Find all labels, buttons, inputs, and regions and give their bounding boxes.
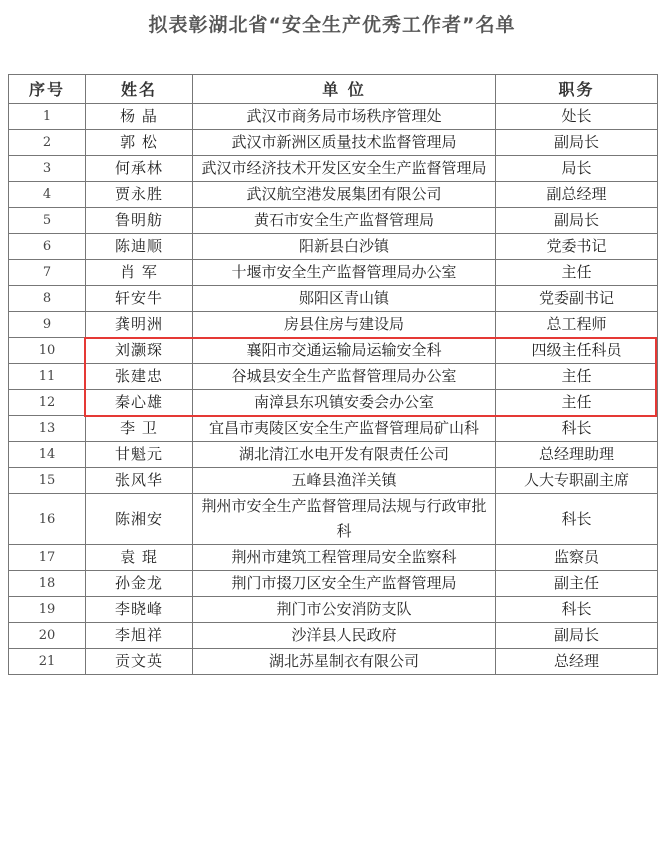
cell-name: 轩安牛 [86,286,193,312]
cell-unit: 十堰市安全生产监督管理局办公室 [193,260,496,286]
cell-unit: 房县住房与建设局 [193,312,496,338]
cell-name: 贾永胜 [86,182,193,208]
cell-unit: 荆门市掇刀区安全生产监督管理局 [193,571,496,597]
header-name: 姓名 [86,75,193,104]
cell-name: 陈迪顺 [86,234,193,260]
cell-name: 袁 琨 [86,545,193,571]
cell-name: 杨 晶 [86,104,193,130]
table-row [9,390,658,416]
cell-name: 张建忠 [86,364,193,390]
cell-post: 党委副书记 [496,286,658,312]
cell-unit: 湖北苏星制衣有限公司 [193,649,496,675]
cell-unit: 武汉市商务局市场秩序管理处 [193,104,496,130]
cell-unit: 荆州市安全生产监督管理局法规与行政审批科 [193,494,496,545]
cell-serial: 3 [9,156,86,182]
table-row [9,623,658,649]
cell-name: 陈湘安 [86,494,193,545]
page-title: 拟表彰湖北省“安全生产优秀工作者”名单 [148,14,516,36]
cell-serial: 17 [9,545,86,571]
cell-serial: 19 [9,597,86,623]
cell-post: 科长 [496,597,658,623]
table-row [9,571,658,597]
cell-serial: 8 [9,286,86,312]
cell-serial: 21 [9,649,86,675]
cell-unit: 荆门市公安消防支队 [193,597,496,623]
table-header-row [9,75,658,104]
cell-name: 贡文英 [86,649,193,675]
cell-unit: 谷城县安全生产监督管理局办公室 [193,364,496,390]
cell-serial: 14 [9,442,86,468]
cell-name: 龚明洲 [86,312,193,338]
cell-name: 肖 军 [86,260,193,286]
cell-serial: 16 [9,494,86,545]
cell-post: 监察员 [496,545,658,571]
table-row [9,468,658,494]
cell-post: 局长 [496,156,658,182]
table-row [9,286,658,312]
cell-post: 科长 [496,416,658,442]
cell-post: 副局长 [496,208,658,234]
roster-table [8,74,658,675]
cell-serial: 1 [9,104,86,130]
cell-post: 副主任 [496,571,658,597]
cell-serial: 11 [9,364,86,390]
table-row [9,545,658,571]
cell-unit: 黄石市安全生产监督管理局 [193,208,496,234]
header-post: 职务 [496,75,658,104]
table-row [9,130,658,156]
table-row [9,260,658,286]
cell-serial: 9 [9,312,86,338]
cell-unit: 阳新县白沙镇 [193,234,496,260]
cell-serial: 20 [9,623,86,649]
cell-post: 党委书记 [496,234,658,260]
cell-unit: 武汉市经济技术开发区安全生产监督管理局 [193,156,496,182]
cell-name: 秦心雄 [86,390,193,416]
cell-name: 孙金龙 [86,571,193,597]
table-row [9,416,658,442]
cell-serial: 13 [9,416,86,442]
cell-unit: 五峰县渔洋关镇 [193,468,496,494]
cell-serial: 10 [9,338,86,364]
cell-unit: 荆州市建筑工程管理局安全监察科 [193,545,496,571]
cell-name: 甘魁元 [86,442,193,468]
cell-serial: 12 [9,390,86,416]
cell-post: 主任 [496,364,658,390]
cell-serial: 5 [9,208,86,234]
cell-name: 鲁明舫 [86,208,193,234]
cell-name: 李晓峰 [86,597,193,623]
cell-post: 总经理助理 [496,442,658,468]
header-unit: 单 位 [193,75,496,104]
table-row [9,338,658,364]
cell-name: 何承林 [86,156,193,182]
cell-post: 科长 [496,494,658,545]
cell-unit: 襄阳市交通运输局运输安全科 [193,338,496,364]
cell-post: 主任 [496,260,658,286]
table-row [9,104,658,130]
cell-post: 总经理 [496,649,658,675]
cell-unit: 湖北清江水电开发有限责任公司 [193,442,496,468]
cell-serial: 4 [9,182,86,208]
table-body [9,104,658,675]
cell-unit: 郧阳区青山镇 [193,286,496,312]
table-row [9,156,658,182]
cell-post: 人大专职副主席 [496,468,658,494]
cell-serial: 18 [9,571,86,597]
table-row [9,442,658,468]
cell-post: 总工程师 [496,312,658,338]
cell-unit: 南漳县东巩镇安委会办公室 [193,390,496,416]
cell-name: 刘灏琛 [86,338,193,364]
cell-serial: 6 [9,234,86,260]
cell-post: 处长 [496,104,658,130]
table-row [9,208,658,234]
cell-post: 四级主任科员 [496,338,658,364]
cell-name: 李 卫 [86,416,193,442]
cell-serial: 15 [9,468,86,494]
cell-unit: 武汉航空港发展集团有限公司 [193,182,496,208]
table-row [9,364,658,390]
table-row [9,494,658,545]
cell-post: 副总经理 [496,182,658,208]
cell-unit: 沙洋县人民政府 [193,623,496,649]
cell-serial: 7 [9,260,86,286]
header-serial: 序号 [9,75,86,104]
cell-unit: 宜昌市夷陵区安全生产监督管理局矿山科 [193,416,496,442]
cell-unit: 武汉市新洲区质量技术监督管理局 [193,130,496,156]
cell-post: 副局长 [496,623,658,649]
cell-name: 李旭祥 [86,623,193,649]
cell-post: 副局长 [496,130,658,156]
cell-serial: 2 [9,130,86,156]
cell-name: 张风华 [86,468,193,494]
cell-post: 主任 [496,390,658,416]
cell-name: 郭 松 [86,130,193,156]
table-row [9,312,658,338]
table-row [9,234,658,260]
table-row [9,182,658,208]
table-row [9,597,658,623]
table-row [9,649,658,675]
